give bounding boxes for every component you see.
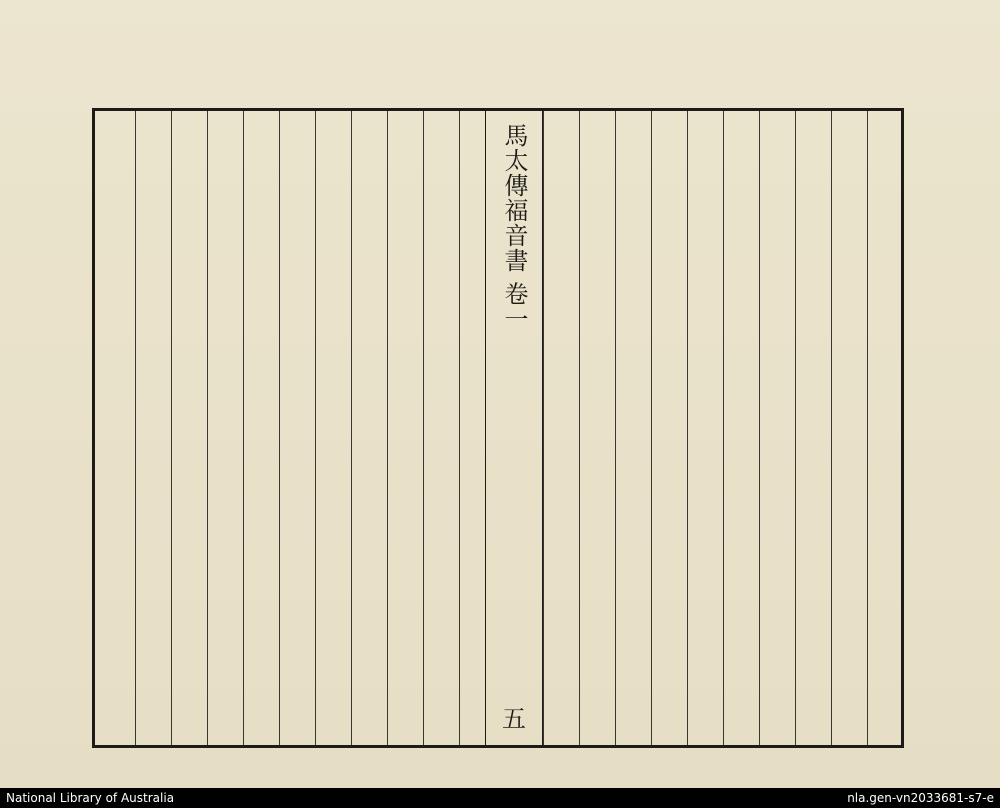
footer-identifier: nla.gen-vn2033681-s7-e [847,791,994,805]
text-frame [92,108,904,748]
footer-institution: National Library of Australia [6,791,175,805]
running-head: 馬太傳福音書 卷一 [500,123,528,332]
page-number: 五 [502,705,526,733]
fold-strip [485,111,543,745]
footer-bar [0,788,1000,808]
